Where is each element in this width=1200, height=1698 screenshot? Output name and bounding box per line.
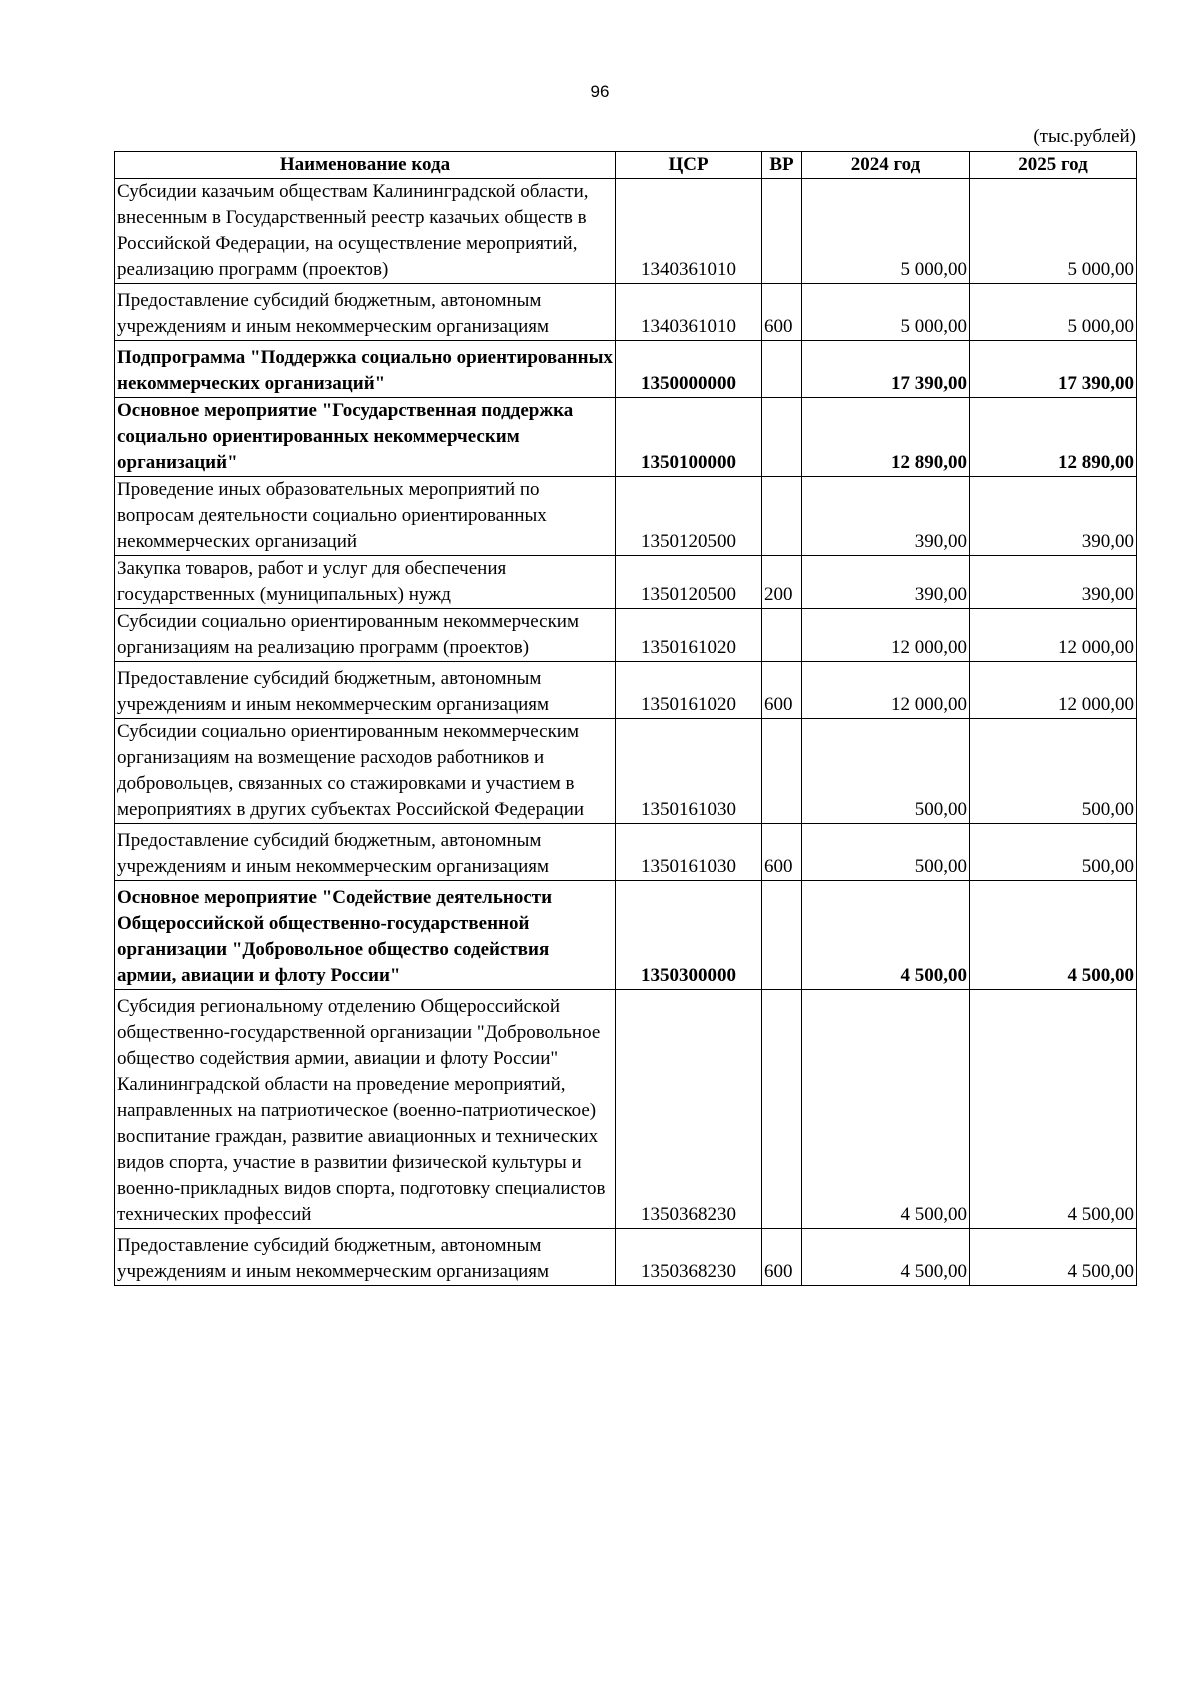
row-vr-cell bbox=[762, 609, 802, 662]
row-2024-cell: 12 000,00 bbox=[802, 609, 970, 662]
row-csr-cell: 1350368230 bbox=[616, 990, 762, 1229]
table-row bbox=[115, 556, 1137, 609]
row-2025-cell: 5 000,00 bbox=[970, 284, 1137, 341]
row-name-cell: Предоставление субсидий бюджетным, автономным учреждениям и иным некоммерческим организациям bbox=[115, 662, 616, 719]
row-2024-cell: 4 500,00 bbox=[802, 1229, 970, 1286]
row-csr-cell: 1350000000 bbox=[616, 341, 762, 398]
row-csr-cell: 1350120500 bbox=[616, 477, 762, 556]
header-row bbox=[115, 152, 1137, 179]
row-2025-cell: 4 500,00 bbox=[970, 881, 1137, 990]
row-2024-cell: 390,00 bbox=[802, 556, 970, 609]
budget-table bbox=[114, 151, 1137, 1286]
header-csr: ЦСР bbox=[616, 152, 762, 179]
row-vr-cell bbox=[762, 881, 802, 990]
table-row bbox=[115, 1229, 1137, 1286]
header-2024: 2024 год bbox=[802, 152, 970, 179]
row-csr-cell: 1350161020 bbox=[616, 662, 762, 719]
row-name-cell: Субсидии социально ориентированным некоммерческим организациям на возмещение расходов работников и добровольцев, связанных со стажировками и участием в мероприятиях в других субъектах Российской Федерации bbox=[115, 719, 616, 824]
page-number: 96 bbox=[590, 82, 610, 101]
row-csr-cell: 1350120500 bbox=[616, 556, 762, 609]
row-vr-cell bbox=[762, 477, 802, 556]
header-2025: 2025 год bbox=[970, 152, 1137, 179]
row-csr-cell: 1350368230 bbox=[616, 1229, 762, 1286]
row-name-cell: Подпрограмма "Поддержка социально ориентированных некоммерческих организаций" bbox=[115, 341, 616, 398]
table-row bbox=[115, 662, 1137, 719]
row-vr-cell: 600 bbox=[762, 284, 802, 341]
row-name-cell: Субсидии социально ориентированным некоммерческим организациям на реализацию программ (проектов) bbox=[115, 609, 616, 662]
row-2024-cell: 500,00 bbox=[802, 824, 970, 881]
row-name-cell: Предоставление субсидий бюджетным, автономным учреждениям и иным некоммерческим организациям bbox=[115, 1229, 616, 1286]
row-2025-cell: 5 000,00 bbox=[970, 179, 1137, 284]
table-row bbox=[115, 398, 1137, 477]
table-row bbox=[115, 284, 1137, 341]
row-csr-cell: 1350161030 bbox=[616, 719, 762, 824]
row-2024-cell: 5 000,00 bbox=[802, 179, 970, 284]
row-csr-cell: 1350161020 bbox=[616, 609, 762, 662]
row-name-cell: Закупка товаров, работ и услуг для обеспечения государственных (муниципальных) нужд bbox=[115, 556, 616, 609]
row-2025-cell: 17 390,00 bbox=[970, 341, 1137, 398]
row-vr-cell: 200 bbox=[762, 556, 802, 609]
row-vr-cell bbox=[762, 341, 802, 398]
row-2024-cell: 5 000,00 bbox=[802, 284, 970, 341]
row-2024-cell: 500,00 bbox=[802, 719, 970, 824]
row-vr-cell: 600 bbox=[762, 1229, 802, 1286]
row-2025-cell: 4 500,00 bbox=[970, 1229, 1137, 1286]
row-2024-cell: 17 390,00 bbox=[802, 341, 970, 398]
row-2024-cell: 12 890,00 bbox=[802, 398, 970, 477]
table-row bbox=[115, 881, 1137, 990]
table-row bbox=[115, 609, 1137, 662]
row-2025-cell: 390,00 bbox=[970, 477, 1137, 556]
row-2025-cell: 500,00 bbox=[970, 719, 1137, 824]
row-vr-cell bbox=[762, 719, 802, 824]
row-vr-cell bbox=[762, 398, 802, 477]
table-row bbox=[115, 719, 1137, 824]
row-csr-cell: 1340361010 bbox=[616, 284, 762, 341]
row-2024-cell: 12 000,00 bbox=[802, 662, 970, 719]
table-row bbox=[115, 341, 1137, 398]
row-2025-cell: 390,00 bbox=[970, 556, 1137, 609]
row-csr-cell: 1350161030 bbox=[616, 824, 762, 881]
row-name-cell: Предоставление субсидий бюджетным, автономным учреждениям и иным некоммерческим организациям bbox=[115, 824, 616, 881]
header-name: Наименование кода bbox=[115, 152, 616, 179]
row-2024-cell: 390,00 bbox=[802, 477, 970, 556]
row-2024-cell: 4 500,00 bbox=[802, 881, 970, 990]
row-csr-cell: 1350100000 bbox=[616, 398, 762, 477]
row-vr-cell: 600 bbox=[762, 662, 802, 719]
row-name-cell: Предоставление субсидий бюджетным, автономным учреждениям и иным некоммерческим организациям bbox=[115, 284, 616, 341]
table-row bbox=[115, 990, 1137, 1229]
row-2025-cell: 12 000,00 bbox=[970, 662, 1137, 719]
row-name-cell: Основное мероприятие "Государственная поддержка социально ориентированных некоммерческим организаций" bbox=[115, 398, 616, 477]
row-2025-cell: 4 500,00 bbox=[970, 990, 1137, 1229]
row-name-cell: Основное мероприятие "Содействие деятельности Общероссийской общественно-государственной организации "Добровольное общество содействия армии, авиации и флоту России" bbox=[115, 881, 616, 990]
row-2025-cell: 12 000,00 bbox=[970, 609, 1137, 662]
units-note: (тыс.рублей) bbox=[1033, 126, 1136, 147]
table-row bbox=[115, 477, 1137, 556]
row-vr-cell bbox=[762, 179, 802, 284]
row-2024-cell: 4 500,00 bbox=[802, 990, 970, 1229]
row-2025-cell: 12 890,00 bbox=[970, 398, 1137, 477]
row-vr-cell bbox=[762, 990, 802, 1229]
table-body bbox=[115, 179, 1137, 1286]
row-2025-cell: 500,00 bbox=[970, 824, 1137, 881]
row-csr-cell: 1340361010 bbox=[616, 179, 762, 284]
row-csr-cell: 1350300000 bbox=[616, 881, 762, 990]
header-vr: ВР bbox=[762, 152, 802, 179]
row-vr-cell: 600 bbox=[762, 824, 802, 881]
table-row bbox=[115, 179, 1137, 284]
row-name-cell: Субсидии казачьим обществам Калининградской области, внесенным в Государственный реестр казачьих обществ в Российской Федерации, на осуществление мероприятий, реализацию программ (проектов) bbox=[115, 179, 616, 284]
row-name-cell: Субсидия региональному отделению Общероссийской общественно-государственной организации "Добровольное общество содействия армии, авиации и флоту России" Калининградской области на проведение мероприятий, направленных на патриотическое (военно-патриотическое) воспитание граждан, развитие авиационных и технических видов спорта, участие в развитии физической культуры и военно-прикладных видов спорта, подготовку специалистов технических профессий bbox=[115, 990, 616, 1229]
table-row bbox=[115, 824, 1137, 881]
row-name-cell: Проведение иных образовательных мероприятий по вопросам деятельности социально ориентированных некоммерческих организаций bbox=[115, 477, 616, 556]
